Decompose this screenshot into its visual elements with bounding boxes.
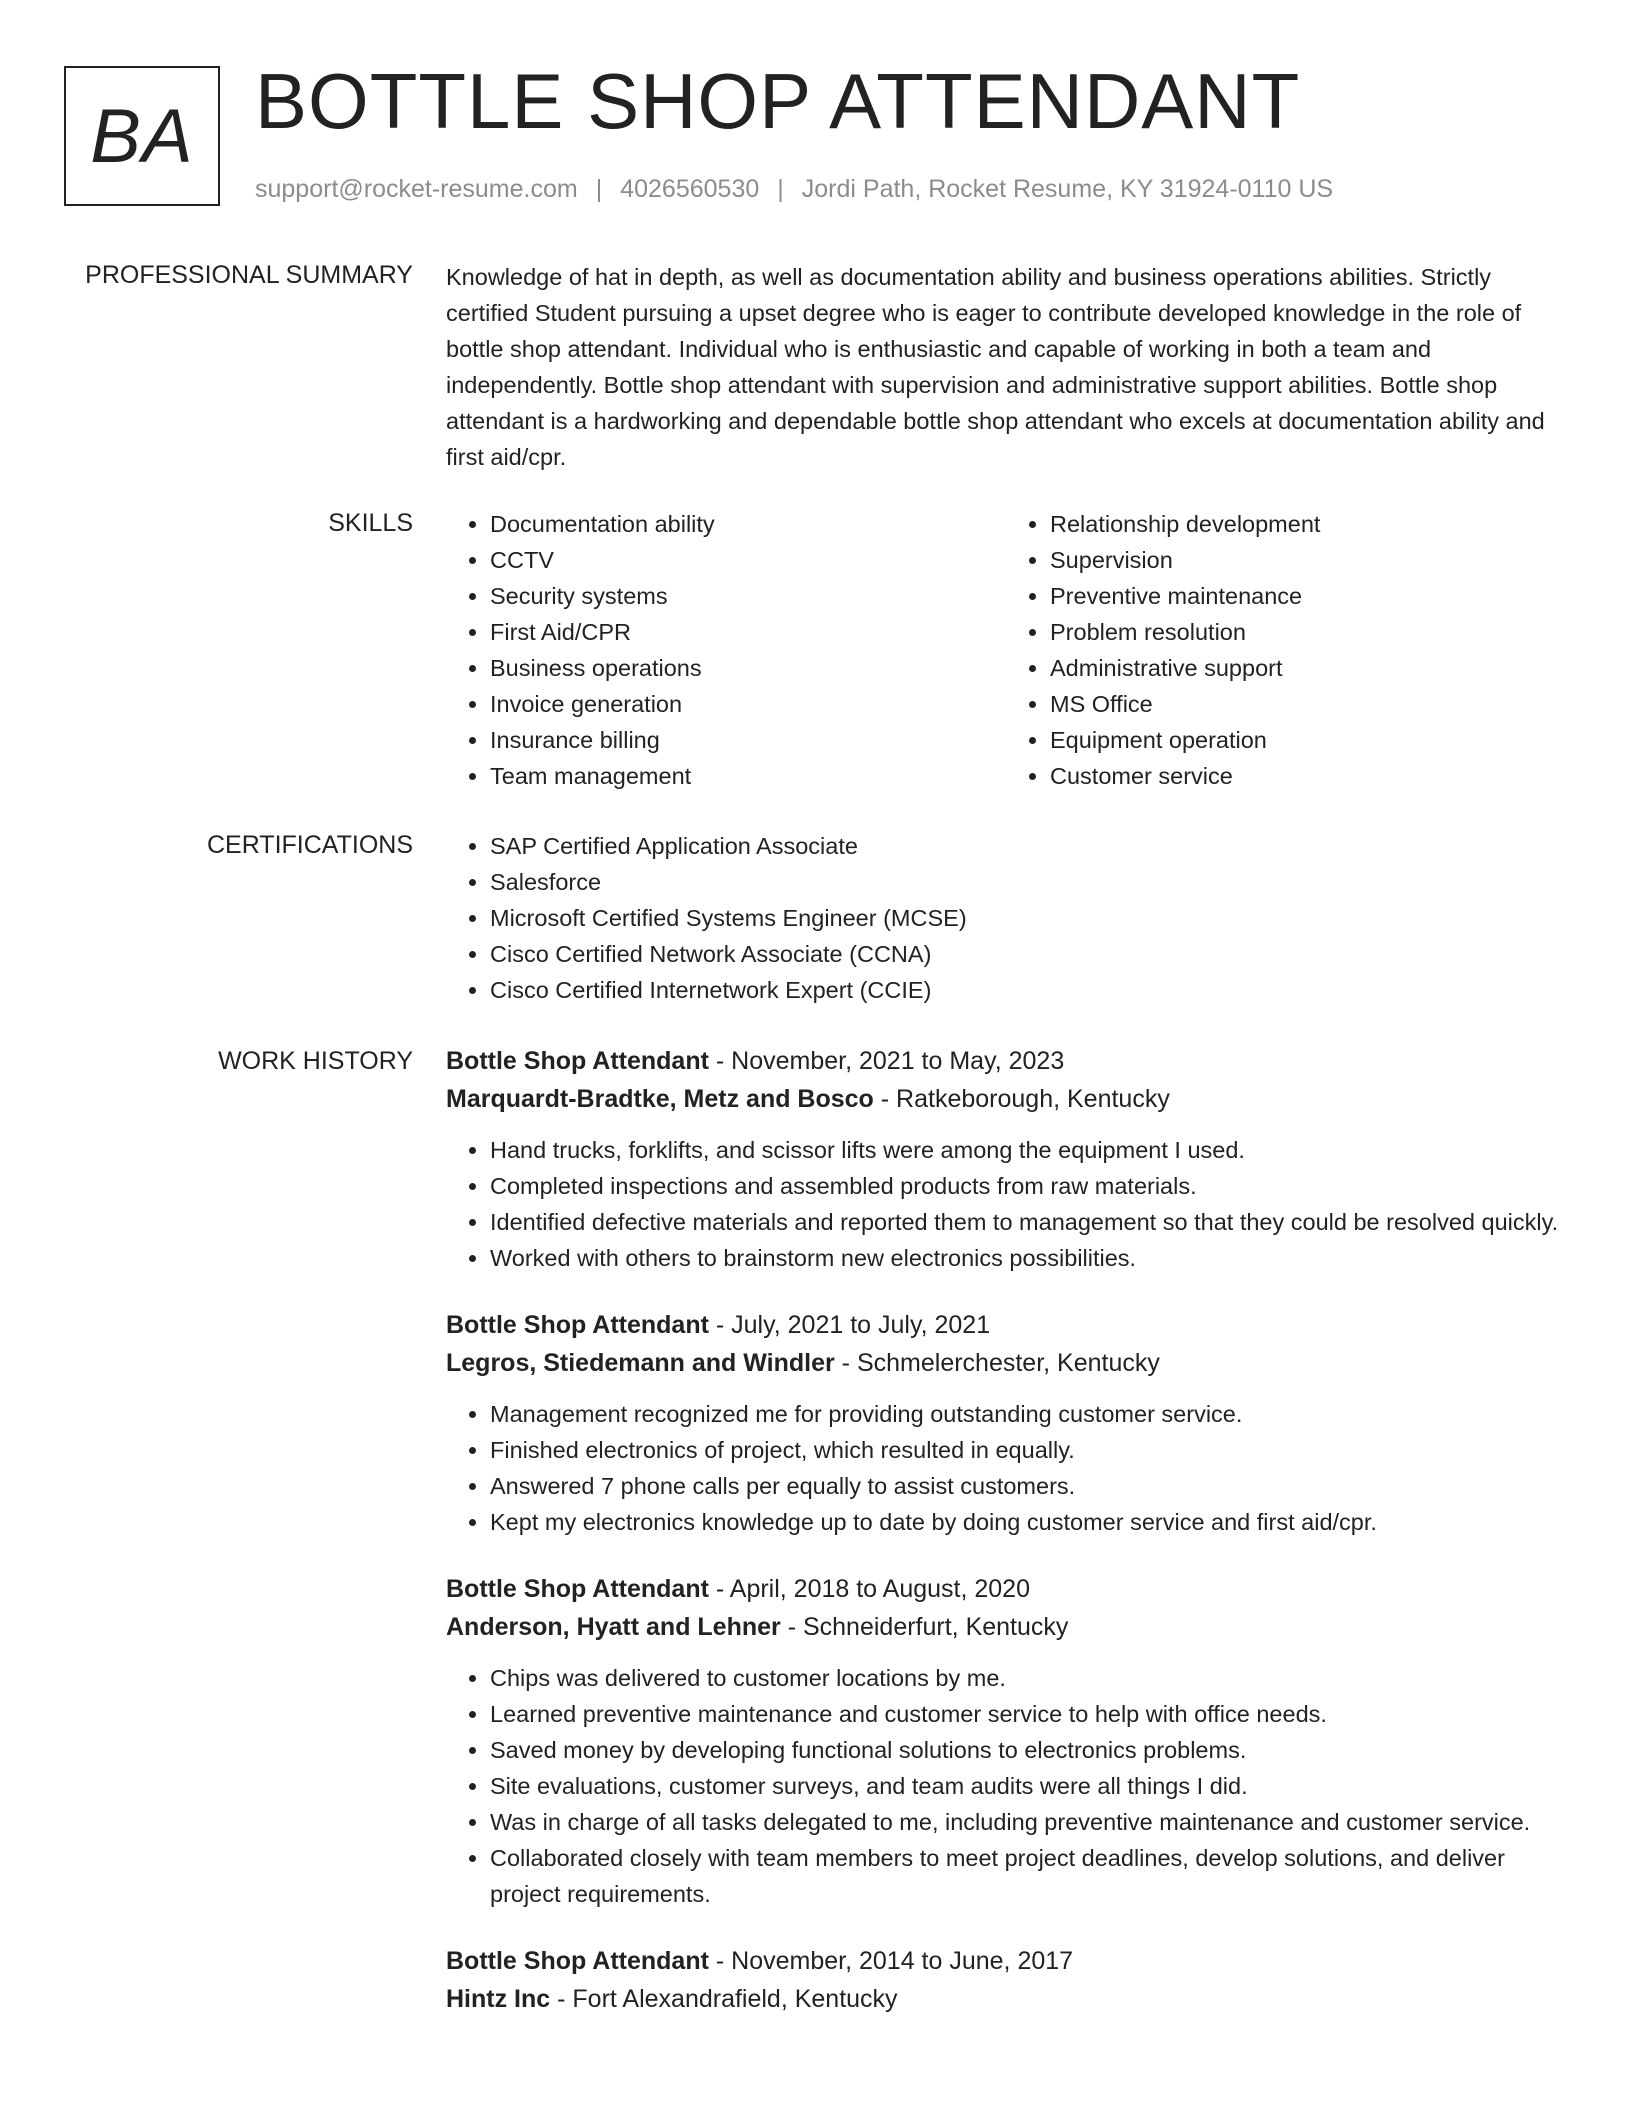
summary-heading: PROFESSIONAL SUMMARY xyxy=(85,261,413,289)
skill-item: • Preventive maintenance xyxy=(1050,578,1566,614)
summary-section xyxy=(446,259,1566,475)
job-entry xyxy=(446,1042,1566,1276)
job-location: - Fort Alexandrafield, Kentucky xyxy=(550,1985,898,2013)
skills-section xyxy=(446,506,1566,794)
skill-item: • Relationship development xyxy=(1050,506,1566,542)
contact-separator: | xyxy=(777,175,784,203)
skill-item: • Problem resolution xyxy=(1050,614,1566,650)
skill-item: • Invoice generation xyxy=(490,686,1006,722)
job-bullet: • Chips was delivered to customer locations by me. xyxy=(490,1660,1566,1696)
job-location: - Schmelerchester, Kentucky xyxy=(834,1349,1160,1377)
job-entry xyxy=(446,1570,1566,1912)
job-bullet-list xyxy=(446,1396,1566,1540)
certification-item: • SAP Certified Application Associate xyxy=(490,828,1566,864)
job-title: Bottle Shop Attendant xyxy=(446,1047,709,1075)
job-bullet: • Completed inspections and assembled products from raw materials. xyxy=(490,1168,1566,1204)
job-title-line xyxy=(446,1570,1566,1608)
job-title-line xyxy=(446,1042,1566,1080)
job-entry xyxy=(446,1306,1566,1540)
job-dates: - April, 2018 to August, 2020 xyxy=(708,1575,1030,1603)
job-title: Bottle Shop Attendant xyxy=(446,1575,709,1603)
skill-item: • Insurance billing xyxy=(490,722,1006,758)
job-company: Hintz Inc xyxy=(446,1985,551,2013)
job-bullet-list xyxy=(446,1660,1566,1912)
job-title-line xyxy=(446,1306,1566,1344)
job-dates: - November, 2014 to June, 2017 xyxy=(708,1947,1074,1975)
skill-item: • MS Office xyxy=(1050,686,1566,722)
work-history-heading: WORK HISTORY xyxy=(218,1047,413,1075)
job-bullet: • Answered 7 phone calls per equally to assist customers. xyxy=(490,1468,1566,1504)
job-title-line xyxy=(446,1942,1566,1980)
skill-item: • CCTV xyxy=(490,542,1006,578)
job-bullet-list xyxy=(446,1132,1566,1276)
job-bullet: • Learned preventive maintenance and customer service to help with office needs. xyxy=(490,1696,1566,1732)
certification-item: • Cisco Certified Internetwork Expert (CCIE) xyxy=(490,972,1566,1008)
skill-item: • Supervision xyxy=(1050,542,1566,578)
certifications-heading: CERTIFICATIONS xyxy=(206,831,413,859)
contact-email: support@rocket-resume.com xyxy=(255,175,578,203)
contact-separator: | xyxy=(595,175,603,203)
skill-item: • Security systems xyxy=(490,578,1006,614)
monogram-initials: BA xyxy=(90,93,194,179)
job-company-line xyxy=(446,1980,1566,2018)
skills-list-left xyxy=(446,506,1006,794)
job-company: Marquardt-Bradtke, Metz and Bosco xyxy=(446,1085,874,1113)
job-bullet: • Site evaluations, customer surveys, and team audits were all things I did. xyxy=(490,1768,1566,1804)
job-dates: - November, 2021 to May, 2023 xyxy=(708,1047,1065,1075)
job-company: Legros, Stiedemann and Windler xyxy=(446,1349,835,1377)
certification-item: • Cisco Certified Network Associate (CCNA) xyxy=(490,936,1566,972)
skills-list-right xyxy=(1006,506,1566,794)
job-company: Anderson, Hyatt and Lehner xyxy=(446,1613,781,1641)
job-bullet: • Management recognized me for providing outstanding customer service. xyxy=(490,1396,1566,1432)
job-company-line xyxy=(446,1608,1566,1646)
certification-item: • Salesforce xyxy=(490,864,1566,900)
skill-item: • Team management xyxy=(490,758,1006,794)
job-bullet: • Identified defective materials and reported them to management so that they could be resolved quickly. xyxy=(490,1204,1566,1240)
certifications-list xyxy=(446,828,1566,1008)
summary-text: Knowledge of hat in depth, as well as documentation ability and business operations abilities. Strictly certified Student pursuing a upset degree who is eager to contribute developed knowledge in the role of bottle shop attendant. Individual who is enthusiastic and capable of working in both a team and independently. Bottle shop attendant with supervision and administrative support abilities. Bottle shop attendant is a hardworking and dependable bottle shop attendant who excels at documentation ability and first aid/cpr. xyxy=(446,264,1545,470)
work-history-section xyxy=(446,1042,1566,2048)
skill-item: • Business operations xyxy=(490,650,1006,686)
job-bullet: • Was in charge of all tasks delegated to me, including preventive maintenance and customer service. xyxy=(490,1804,1566,1840)
resume-title: BOTTLE SHOP ATTENDANT xyxy=(255,57,1301,145)
contact-address: Jordi Path, Rocket Resume, KY 31924-0110 US xyxy=(801,175,1334,203)
job-bullet: • Hand trucks, forklifts, and scissor lifts were among the equipment I used. xyxy=(490,1132,1566,1168)
job-dates: - July, 2021 to July, 2021 xyxy=(708,1311,991,1339)
job-bullet: • Saved money by developing functional solutions to electronics problems. xyxy=(490,1732,1566,1768)
job-location: - Ratkeborough, Kentucky xyxy=(873,1085,1170,1113)
skill-item: • Customer service xyxy=(1050,758,1566,794)
job-entry xyxy=(446,1942,1566,2018)
monogram-box xyxy=(64,66,220,206)
skill-item: • Documentation ability xyxy=(490,506,1006,542)
skill-item: • Administrative support xyxy=(1050,650,1566,686)
job-company-line xyxy=(446,1344,1566,1382)
skill-item: • First Aid/CPR xyxy=(490,614,1006,650)
skills-heading: SKILLS xyxy=(328,509,413,537)
job-bullet: • Finished electronics of project, which resulted in equally. xyxy=(490,1432,1566,1468)
job-location: - Schneiderfurt, Kentucky xyxy=(780,1613,1069,1641)
certification-item: • Microsoft Certified Systems Engineer (MCSE) xyxy=(490,900,1566,936)
certifications-section xyxy=(446,828,1566,1008)
job-title: Bottle Shop Attendant xyxy=(446,1311,709,1339)
contact-line xyxy=(255,172,1333,206)
job-bullet: • Kept my electronics knowledge up to date by doing customer service and first aid/cpr. xyxy=(490,1504,1566,1540)
contact-phone: 4026560530 xyxy=(620,175,760,203)
skill-item: • Equipment operation xyxy=(1050,722,1566,758)
job-company-line xyxy=(446,1080,1566,1118)
job-bullet: • Collaborated closely with team members to meet project deadlines, develop solutions, and deliver project requirements. xyxy=(490,1840,1566,1912)
job-title: Bottle Shop Attendant xyxy=(446,1947,709,1975)
job-bullet: • Worked with others to brainstorm new electronics possibilities. xyxy=(490,1240,1566,1276)
